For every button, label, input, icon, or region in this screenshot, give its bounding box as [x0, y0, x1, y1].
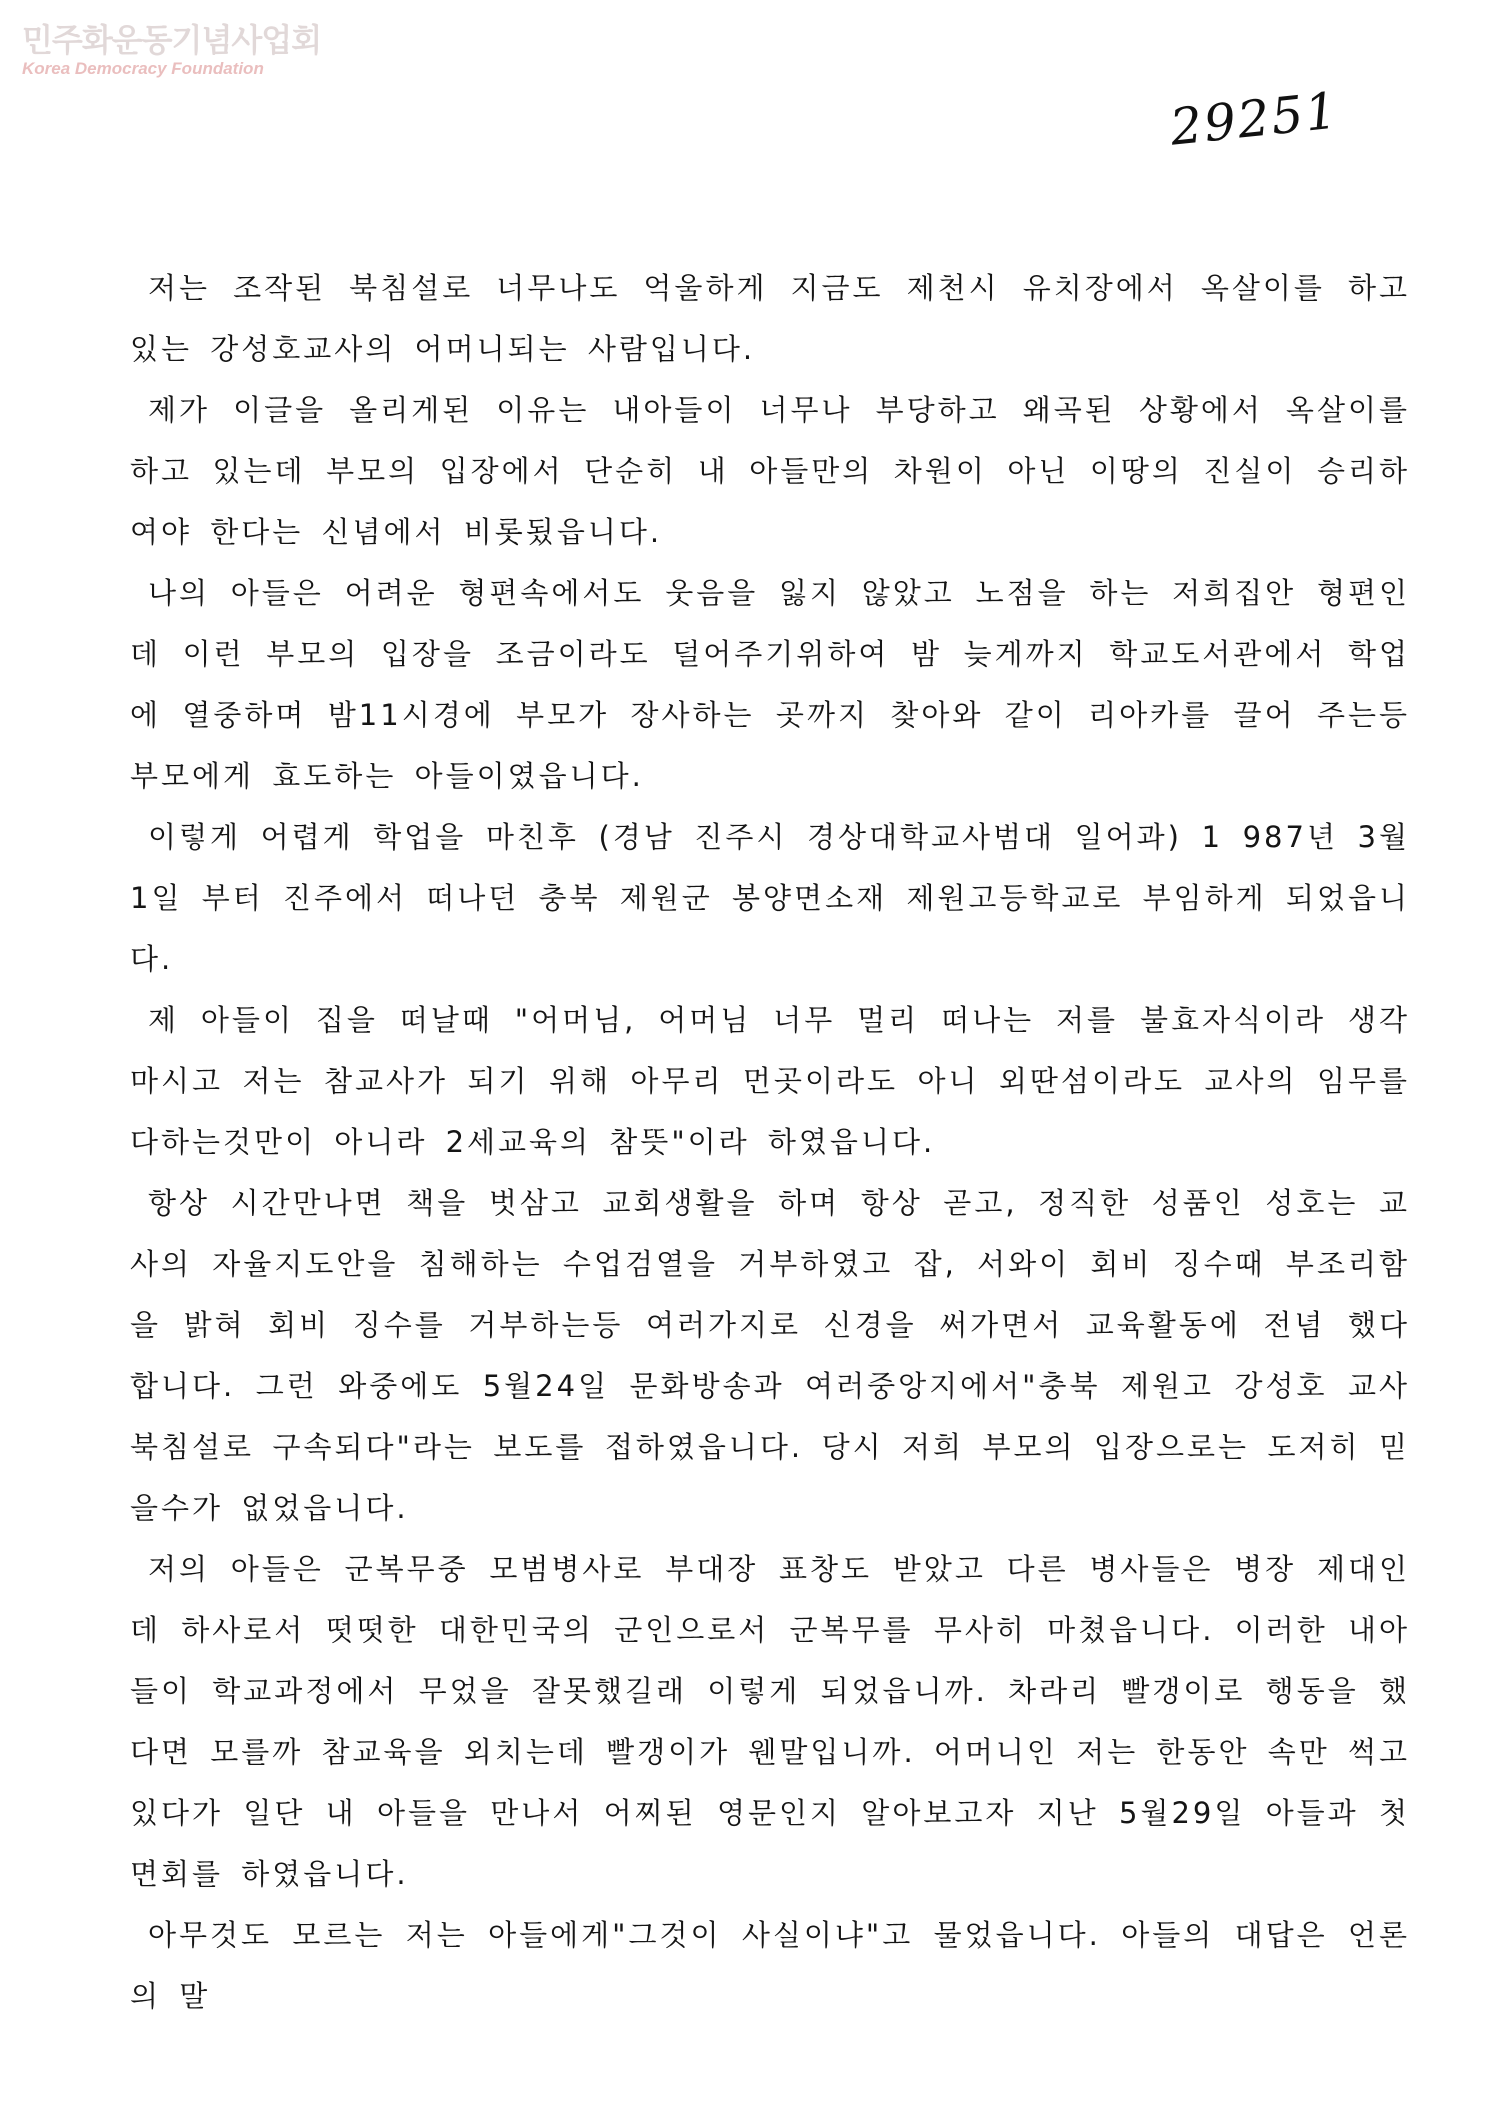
- letter-paragraph: 이렇게 어렵게 학업을 마친후 (경남 진주시 경상대학교사범대 일어과) 1 987년 3월1일 부터 진주에서 떠나던 충북 제원군 봉양면소재 제원고등학교로 부임하게 되었읍니다.: [130, 820, 1410, 976]
- watermark-english: Korea Democracy Foundation: [22, 59, 264, 78]
- handwritten-document-number: 29251: [1167, 81, 1342, 157]
- letter-paragraph: 항상 시간만나면 책을 벗삼고 교회생활을 하며 항상 곧고, 정직한 성품인 성호는 교사의 자율지도안을 침해하는 수업검열을 거부하였고 잡, 서와이 회비 징수때 부조리함을 밝혀 회비 징수를 거부하는등 여러가지로 신경을 써가면서 교육활동에 전념 했다 합니다. 그런 와중에도 5월24일 문화방송과 여러중앙지에서"충북 제원고 강성호 교사 북침설로 구속되다"라는 보도를 접하였읍니다. 당시 저희 부모의 입장으로는 도저히 믿을수가 없었읍니다.: [130, 1186, 1410, 1525]
- letter-paragraph: 저는 조작된 북침설로 너무나도 억울하게 지금도 제천시 유치장에서 옥살이를 하고 있는 강성호교사의 어머니되는 사람입니다.: [130, 271, 1410, 366]
- letter-paragraph: 나의 아들은 어려운 형편속에서도 웃음을 잃지 않았고 노점을 하는 저희집안 형편인데 이런 부모의 입장을 조금이라도 덜어주기위하여 밤 늦게까지 학교도서관에서 학업에 열중하며 밤11시경에 부모가 장사하는 곳까지 찾아와 같이 리아카를 끌어 주는등 부모에게 효도하는 아들이였읍니다.: [130, 576, 1410, 793]
- letter-paragraph: 아무것도 모르는 저는 아들에게"그것이 사실이냐"고 물었읍니다. 아들의 대답은 언론의 말: [130, 1918, 1410, 2013]
- watermark-logo: [22, 22, 321, 80]
- letter-body: [130, 258, 1410, 2027]
- letter-paragraph: 저의 아들은 군복무중 모범병사로 부대장 표창도 받았고 다른 병사들은 병장 제대인데 하사로서 떳떳한 대한민국의 군인으로서 군복무를 무사히 마쳤읍니다. 이러한 내아들이 학교과정에서 무었을 잘못했길래 이렇게 되었읍니까. 차라리 빨갱이로 행동을 했다면 모를까 참교육을 외치는데 빨갱이가 웬말입니까. 어머니인 저는 한동안 속만 썩고 있다가 일단 내 아들을 만나서 어찌된 영문인지 알아보고자 지난 5월29일 아들과 첫면회를 하였읍니다.: [130, 1552, 1410, 1891]
- watermark-korean: 민주화운동기념사업회: [22, 21, 322, 59]
- letter-paragraph: 제 아들이 집을 떠날때 "어머님, 어머님 너무 멀리 떠나는 저를 불효자식이라 생각 마시고 저는 참교사가 되기 위해 아무리 먼곳이라도 아니 외딴섬이라도 교사의 임무를 다하는것만이 아니라 2세교육의 참뜻"이라 하였읍니다.: [130, 1003, 1410, 1159]
- letter-paragraph: 제가 이글을 올리게된 이유는 내아들이 너무나 부당하고 왜곡된 상황에서 옥살이를 하고 있는데 부모의 입장에서 단순히 내 아들만의 차원이 아닌 이땅의 진실이 승리하여야 한다는 신념에서 비롯됬읍니다.: [130, 393, 1410, 549]
